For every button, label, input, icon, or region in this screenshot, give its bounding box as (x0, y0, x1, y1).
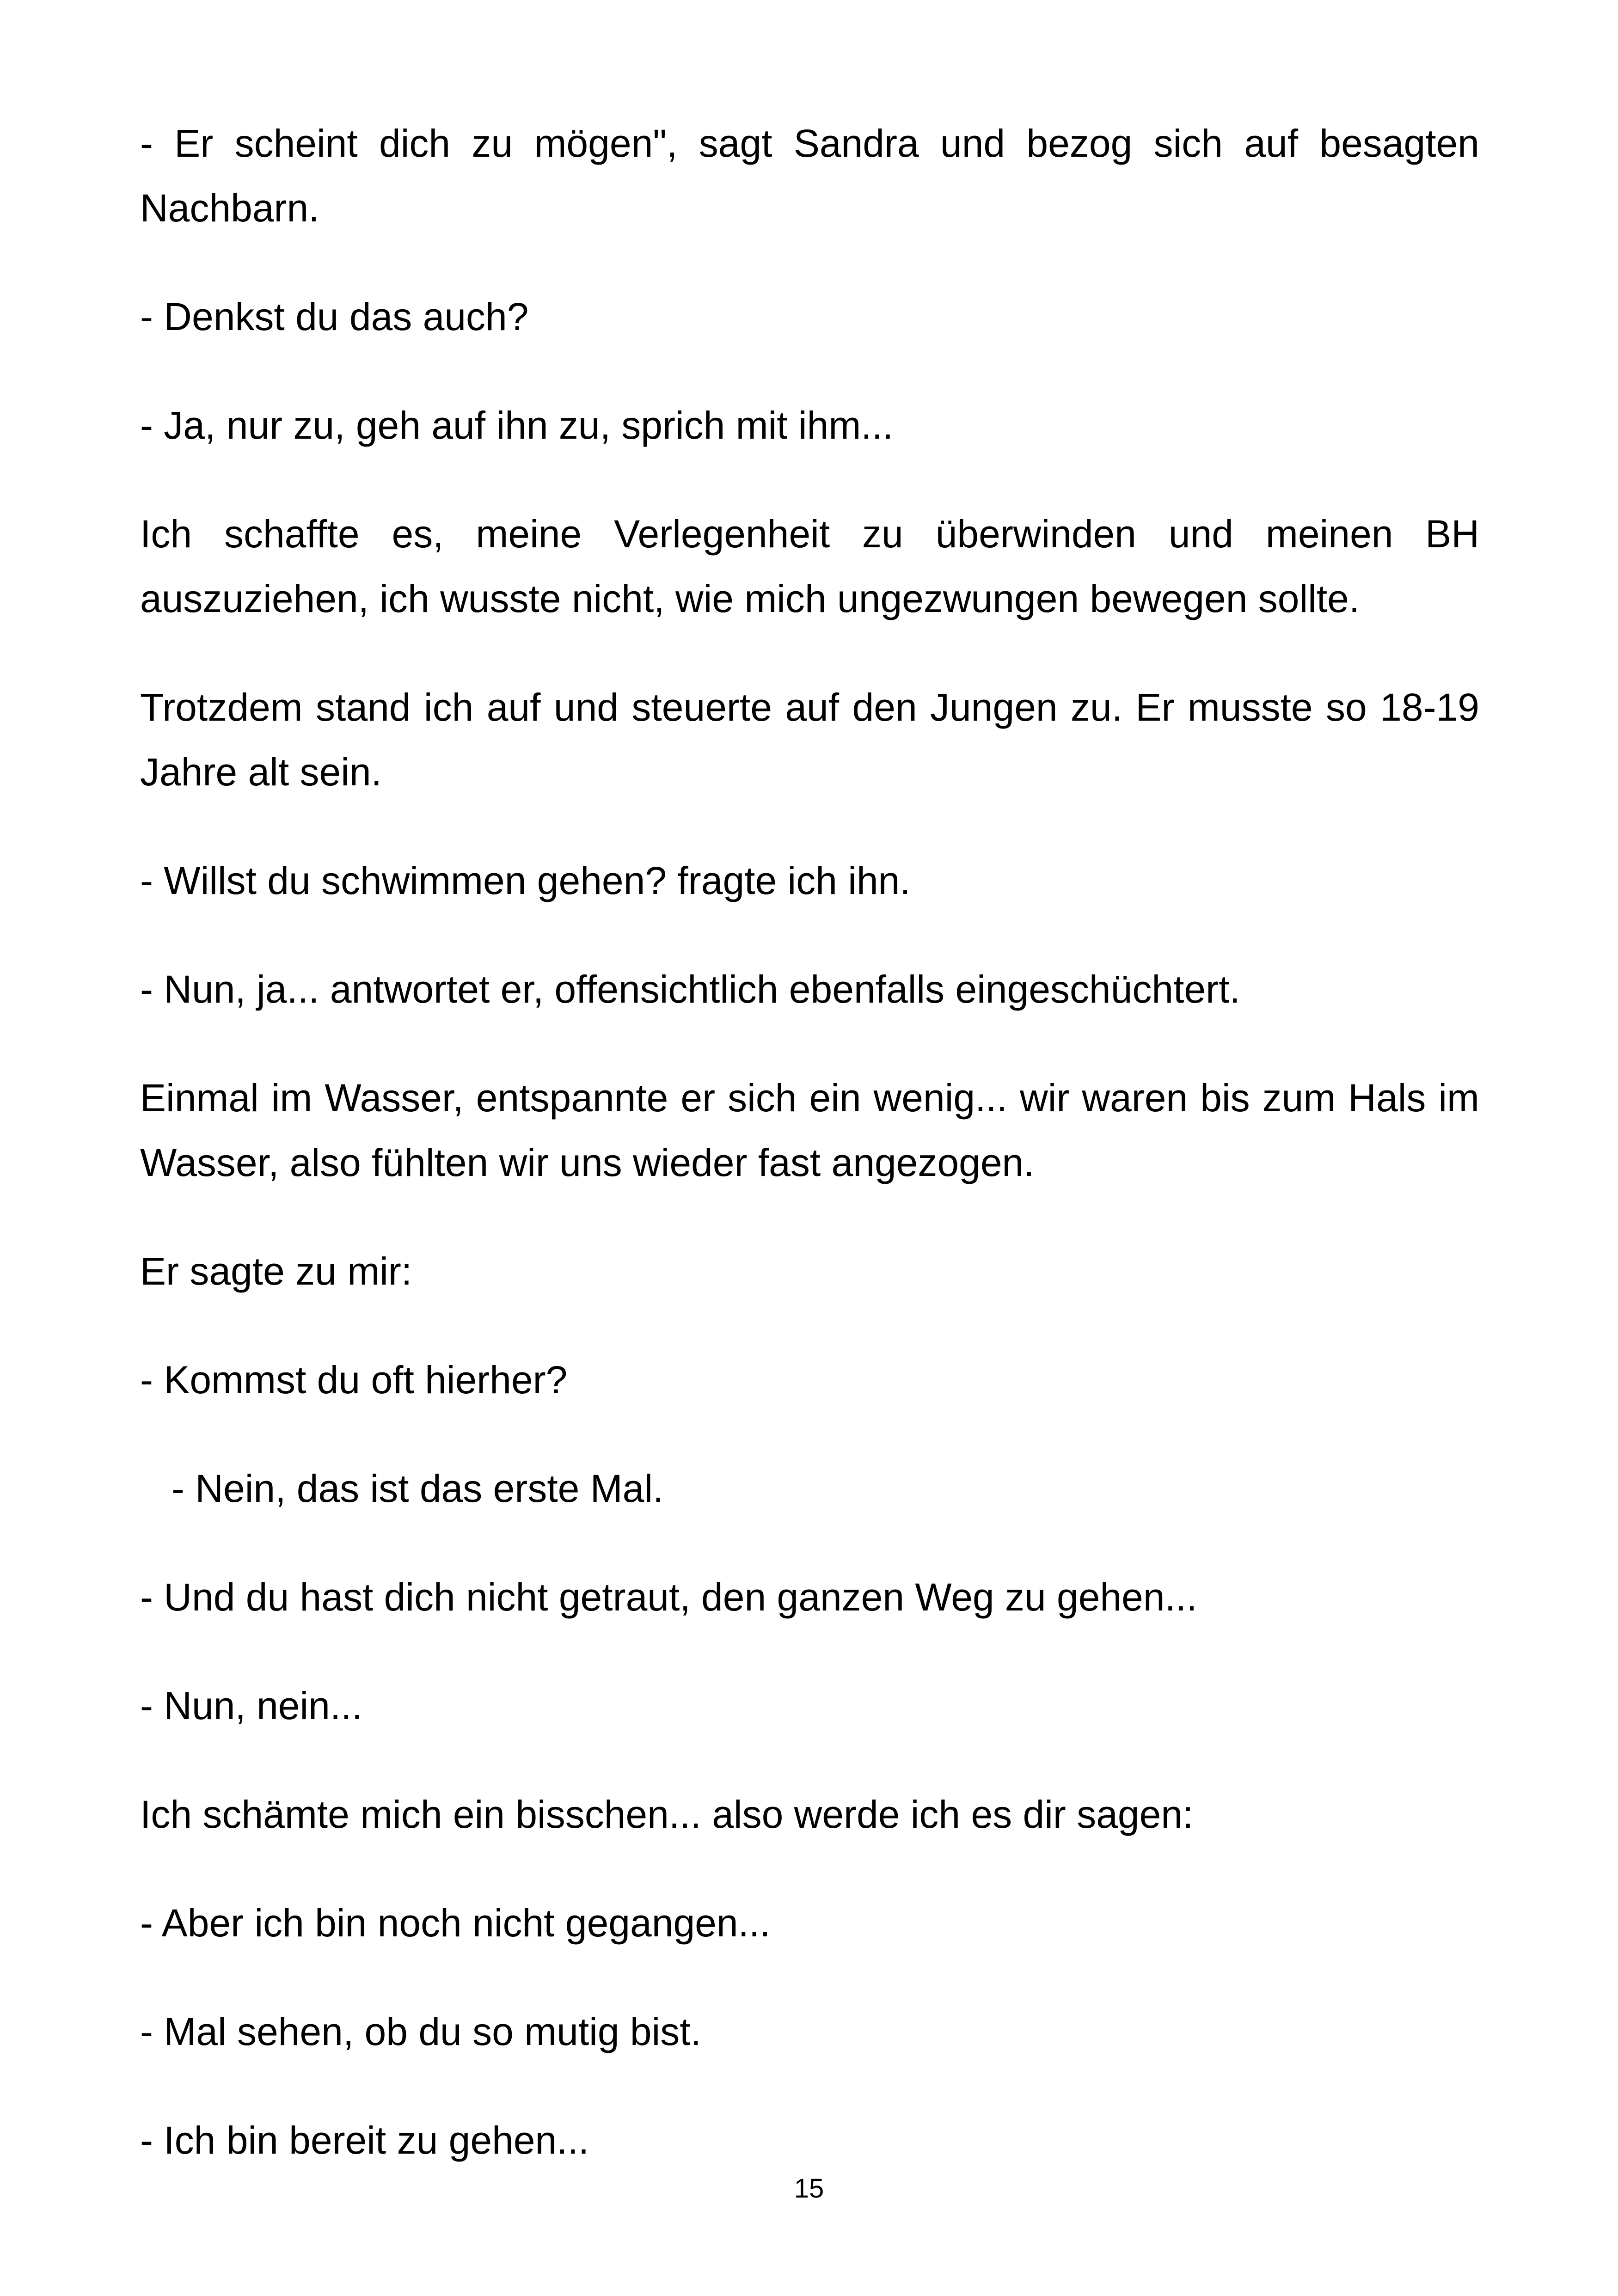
paragraph-2: - Denkst du das auch? (140, 295, 529, 338)
paragraph-7: - Nun, ja... antwortet er, offensichtlich ebenfalls eingeschüchtert. (140, 967, 1240, 1011)
paragraph-11: - Nein, das ist das erste Mal. (172, 1467, 664, 1510)
paragraph-15: - Aber ich bin noch nicht gegangen... (140, 1901, 771, 1945)
paragraph-10: - Kommst du oft hierher? (140, 1358, 568, 1402)
paragraph-1: - Er scheint dich zu mögen", sagt Sandra und bezog sich auf besagten Nachbarn. (140, 122, 1479, 230)
paragraph-9: Er sagte zu mir: (140, 1249, 412, 1293)
paragraph-3: - Ja, nur zu, geh auf ihn zu, sprich mit ihm... (140, 404, 894, 447)
paragraph-4: Ich schaffte es, meine Verlegenheit zu überwinden und meinen BH auszuziehen, ich wusste nicht, wie mich ungezwungen bewegen sollte. (140, 512, 1479, 620)
body-text (140, 111, 1479, 2216)
paragraph-13: - Nun, nein... (140, 1684, 362, 1727)
paragraph-14: Ich schämte mich ein bisschen... also werde ich es dir sagen: (140, 1793, 1194, 1836)
paragraph-12: - Und du hast dich nicht getraut, den ganzen Weg zu gehen... (140, 1575, 1197, 1619)
page-number: 15 (794, 2174, 824, 2204)
paragraph-16: - Mal sehen, ob du so mutig bist. (140, 2010, 701, 2053)
paragraph-17: - Ich bin bereit zu gehen... (140, 2118, 589, 2162)
paragraph-6: - Willst du schwimmen gehen? fragte ich ihn. (140, 859, 911, 902)
paragraph-5: Trotzdem stand ich auf und steuerte auf den Jungen zu. Er musste so 18-19 Jahre alt sein. (140, 686, 1479, 794)
paragraph-8: Einmal im Wasser, entspannte er sich ein wenig... wir waren bis zum Hals im Wasser, also fühlten wir uns wieder fast angezogen. (140, 1076, 1479, 1184)
